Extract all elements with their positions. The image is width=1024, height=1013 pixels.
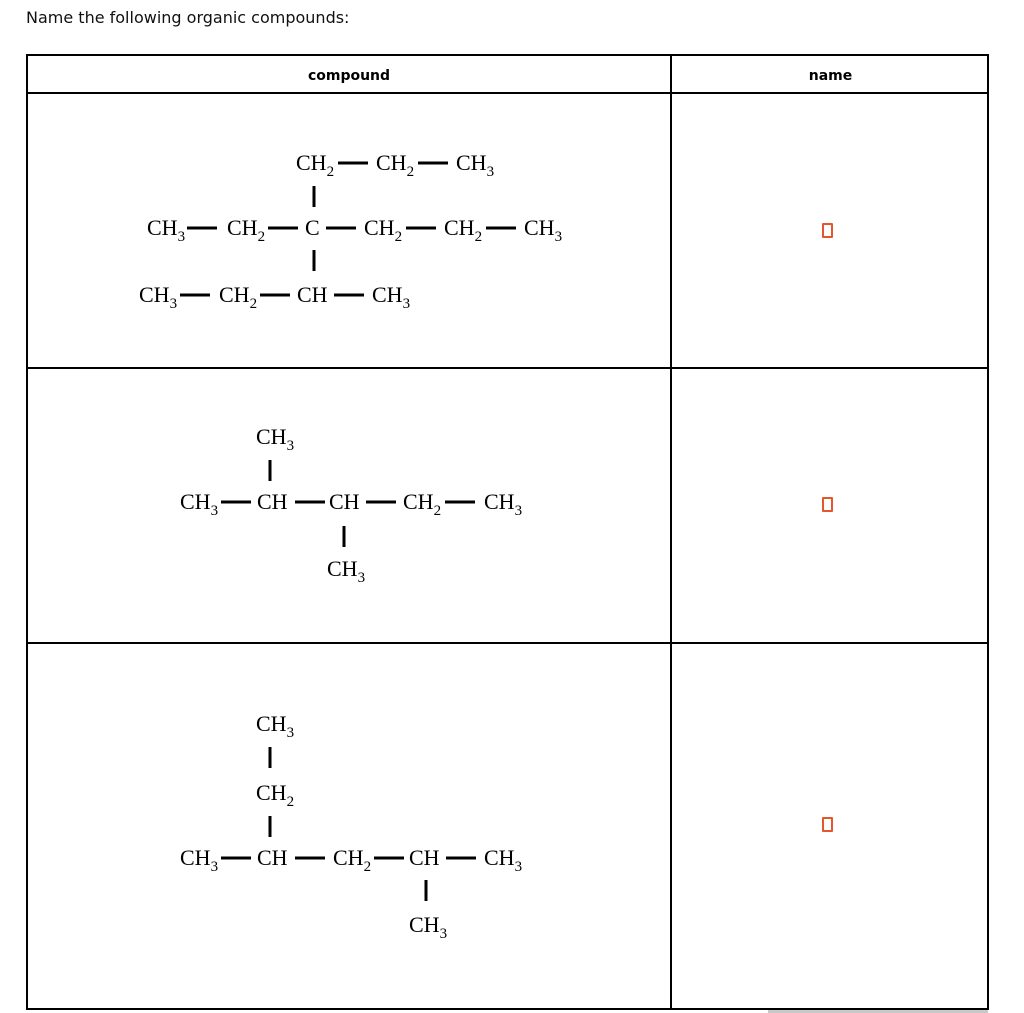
svg-text:CH3: $CH_3$	[484, 845, 523, 875]
instruction-text: Name the following organic compounds:	[26, 8, 350, 27]
svg-text:CH3: $CH_3$	[484, 489, 523, 519]
svg-text:CH3: $CH_3$	[180, 845, 219, 875]
compounds-table	[26, 54, 989, 1010]
svg-text:CH3: $CH_3$	[147, 215, 186, 245]
svg-text:CH2: $CH_2$	[444, 215, 483, 245]
svg-text:CH3: $CH_3$	[456, 150, 495, 180]
svg-text:CH2: $CH_2$	[256, 780, 295, 810]
column-header-name: name	[808, 68, 853, 84]
svg-text:CH: CH	[257, 489, 288, 514]
header-divider	[28, 92, 987, 94]
answer-input-1[interactable]	[822, 223, 833, 238]
column-divider	[670, 56, 672, 1008]
svg-text:CH: CH	[329, 489, 360, 514]
svg-text:CH: CH	[409, 845, 440, 870]
svg-text:CH: CH	[257, 845, 288, 870]
svg-text:CH2: $CH_2$	[333, 845, 372, 875]
svg-text:CH3: $CH_3$	[256, 711, 295, 741]
svg-text:CH3: $CH_3$	[409, 912, 448, 942]
svg-text:CH3: $CH_3$	[256, 424, 295, 454]
svg-text:CH2: $CH_2$	[376, 150, 415, 180]
svg-text:C: C	[305, 215, 320, 240]
svg-text:CH2: $CH_2$	[296, 150, 335, 180]
row-divider-1	[28, 367, 987, 369]
svg-text:CH3: $CH_3$	[524, 215, 563, 245]
row-divider-2	[28, 642, 987, 644]
answer-input-2[interactable]	[822, 497, 833, 512]
answer-input-3[interactable]	[822, 817, 833, 832]
svg-text:CH3: $CH_3$	[372, 282, 411, 312]
svg-text:CH: CH	[297, 282, 328, 307]
svg-text:CH2: $CH_2$	[403, 489, 442, 519]
svg-text:CH3: $CH_3$	[139, 282, 178, 312]
svg-text:CH2: $CH_2$	[227, 215, 266, 245]
svg-text:CH2: $CH_2$	[364, 215, 403, 245]
column-header-compound: compound	[307, 68, 391, 84]
svg-text:CH2: $CH_2$	[219, 282, 258, 312]
svg-text:CH3: $CH_3$	[180, 489, 219, 519]
svg-text:CH3: $CH_3$	[327, 556, 366, 586]
